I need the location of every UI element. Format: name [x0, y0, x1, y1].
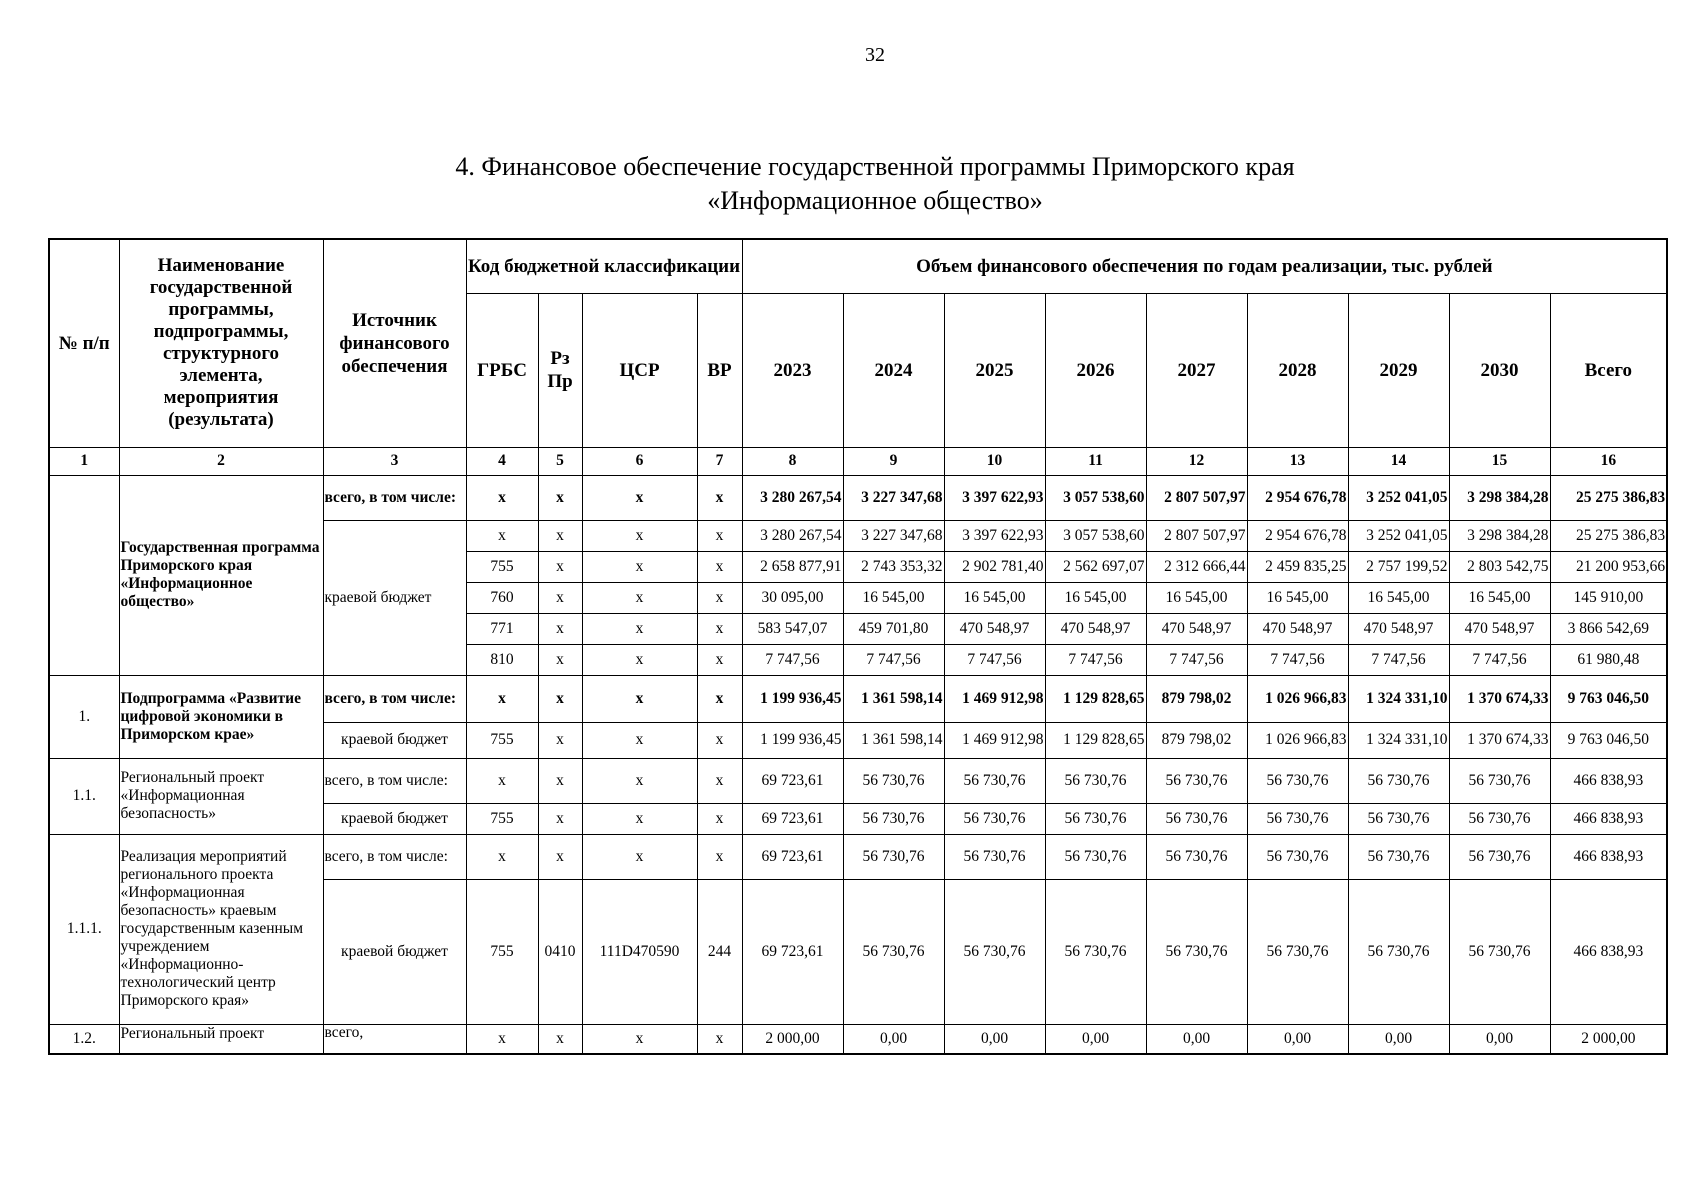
cell-value: 69 723,61	[742, 879, 843, 1024]
cell-value: 2 743 353,32	[843, 551, 944, 582]
cell-value: 470 548,97	[1247, 613, 1348, 644]
row-number: 1.1.	[49, 758, 119, 834]
row-source: краевой бюджет	[323, 803, 466, 834]
cell-value: 2 803 542,75	[1449, 551, 1550, 582]
cell-grbs: х	[466, 675, 538, 722]
cell-csr: х	[582, 644, 697, 675]
cell-value: 56 730,76	[1045, 834, 1146, 879]
cell-value: 1 469 912,98	[944, 722, 1045, 758]
row-source: всего,	[323, 1024, 466, 1054]
cell-value: 1 361 598,14	[843, 722, 944, 758]
cell-value: 1 129 828,65	[1045, 722, 1146, 758]
header-grbs: ГРБС	[466, 293, 538, 447]
cell-value: 2 807 507,97	[1146, 520, 1247, 551]
cell-total: 9 763 046,50	[1550, 675, 1667, 722]
header-year: 2028	[1247, 293, 1348, 447]
cell-rzpr: х	[538, 582, 582, 613]
cell-total: 25 275 386,83	[1550, 475, 1667, 520]
cell-value: 56 730,76	[1247, 879, 1348, 1024]
cell-value: 3 227 347,68	[843, 475, 944, 520]
cell-value: 7 747,56	[1247, 644, 1348, 675]
cell-value: 56 730,76	[1348, 803, 1449, 834]
row-source: краевой бюджет	[323, 520, 466, 675]
cell-value: 56 730,76	[1449, 879, 1550, 1024]
cell-value: 2 954 676,78	[1247, 475, 1348, 520]
cell-value: 56 730,76	[1247, 834, 1348, 879]
cell-rzpr: х	[538, 803, 582, 834]
cell-value: 1 370 674,33	[1449, 675, 1550, 722]
cell-value: 7 747,56	[742, 644, 843, 675]
column-number: 4	[466, 447, 538, 475]
header-year: 2027	[1146, 293, 1247, 447]
table-row	[49, 1024, 1667, 1054]
cell-value: 2 562 697,07	[1045, 551, 1146, 582]
cell-grbs: 755	[466, 879, 538, 1024]
row-name: Региональный проект	[119, 1024, 323, 1054]
cell-value: 2 459 835,25	[1247, 551, 1348, 582]
cell-value: 3 280 267,54	[742, 475, 843, 520]
cell-value: 56 730,76	[1045, 758, 1146, 803]
cell-value: 56 730,76	[1146, 758, 1247, 803]
column-number-row	[49, 447, 1667, 475]
cell-value: 2 312 666,44	[1146, 551, 1247, 582]
cell-value: 56 730,76	[1045, 879, 1146, 1024]
row-number: 1.2.	[49, 1024, 119, 1054]
header-name: Наименование государственной программы, подпрограммы, структурного элемента, мероприятия (результата)	[119, 239, 323, 447]
cell-value: 0,00	[944, 1024, 1045, 1054]
column-number: 1	[49, 447, 119, 475]
table-row	[49, 475, 1667, 520]
cell-value: 56 730,76	[843, 803, 944, 834]
cell-csr: х	[582, 520, 697, 551]
row-source: всего, в том числе:	[323, 475, 466, 520]
financing-table	[48, 238, 1668, 1055]
row-number: 1.	[49, 675, 119, 758]
cell-total: 466 838,93	[1550, 834, 1667, 879]
cell-value: 56 730,76	[843, 879, 944, 1024]
cell-value: 56 730,76	[944, 879, 1045, 1024]
cell-csr: х	[582, 803, 697, 834]
cell-vr: х	[697, 1024, 742, 1054]
cell-vr: х	[697, 675, 742, 722]
row-number	[49, 475, 119, 675]
cell-grbs: 810	[466, 644, 538, 675]
cell-rzpr: х	[538, 834, 582, 879]
header-rzpr: Рз Пр	[538, 293, 582, 447]
row-source: всего, в том числе:	[323, 675, 466, 722]
cell-vr: х	[697, 551, 742, 582]
header-budget-code: Код бюджетной классификации	[466, 239, 742, 293]
cell-value: 2 902 781,40	[944, 551, 1045, 582]
cell-value: 879 798,02	[1146, 722, 1247, 758]
cell-value: 1 026 966,83	[1247, 722, 1348, 758]
column-number: 16	[1550, 447, 1667, 475]
cell-vr: 244	[697, 879, 742, 1024]
column-number: 10	[944, 447, 1045, 475]
cell-value: 3 280 267,54	[742, 520, 843, 551]
cell-value: 470 548,97	[1449, 613, 1550, 644]
cell-value: 30 095,00	[742, 582, 843, 613]
row-number: 1.1.1.	[49, 834, 119, 1024]
cell-grbs: х	[466, 834, 538, 879]
cell-csr: х	[582, 582, 697, 613]
cell-value: 56 730,76	[1348, 834, 1449, 879]
cell-value: 879 798,02	[1146, 675, 1247, 722]
row-name: Государственная программа Приморского края «Информационное общество»	[119, 475, 323, 675]
cell-value: 56 730,76	[1449, 834, 1550, 879]
table-row	[49, 834, 1667, 879]
cell-total: 2 000,00	[1550, 1024, 1667, 1054]
cell-value: 56 730,76	[1348, 879, 1449, 1024]
cell-value: 470 548,97	[1146, 613, 1247, 644]
cell-rzpr: х	[538, 675, 582, 722]
cell-value: 470 548,97	[944, 613, 1045, 644]
cell-vr: х	[697, 803, 742, 834]
cell-vr: х	[697, 722, 742, 758]
cell-total: 145 910,00	[1550, 582, 1667, 613]
cell-csr: х	[582, 551, 697, 582]
cell-value: 56 730,76	[944, 758, 1045, 803]
cell-rzpr: х	[538, 758, 582, 803]
cell-value: 16 545,00	[1449, 582, 1550, 613]
cell-total: 21 200 953,66	[1550, 551, 1667, 582]
header-year: 2024	[843, 293, 944, 447]
cell-value: 56 730,76	[843, 758, 944, 803]
cell-value: 2 757 199,52	[1348, 551, 1449, 582]
cell-vr: х	[697, 475, 742, 520]
header-vr: ВР	[697, 293, 742, 447]
cell-value: 69 723,61	[742, 803, 843, 834]
cell-csr: х	[582, 613, 697, 644]
title-line-1: 4. Финансовое обеспечение государственной программы Приморского края	[455, 152, 1295, 181]
cell-csr: х	[582, 1024, 697, 1054]
cell-grbs: 760	[466, 582, 538, 613]
header-volume: Объем финансового обеспечения по годам реализации, тыс. рублей	[742, 239, 1667, 293]
cell-grbs: 771	[466, 613, 538, 644]
cell-value: 69 723,61	[742, 758, 843, 803]
cell-vr: х	[697, 613, 742, 644]
column-number: 9	[843, 447, 944, 475]
cell-value: 1 324 331,10	[1348, 722, 1449, 758]
cell-csr: х	[582, 675, 697, 722]
cell-grbs: 755	[466, 803, 538, 834]
cell-value: 3 057 538,60	[1045, 475, 1146, 520]
cell-vr: х	[697, 582, 742, 613]
cell-value: 2 807 507,97	[1146, 475, 1247, 520]
header-year: 2029	[1348, 293, 1449, 447]
cell-value: 0,00	[1146, 1024, 1247, 1054]
column-number: 7	[697, 447, 742, 475]
cell-grbs: х	[466, 758, 538, 803]
column-number: 3	[323, 447, 466, 475]
cell-value: 459 701,80	[843, 613, 944, 644]
column-number: 5	[538, 447, 582, 475]
cell-value: 7 747,56	[944, 644, 1045, 675]
cell-value: 56 730,76	[1348, 758, 1449, 803]
cell-value: 16 545,00	[1348, 582, 1449, 613]
cell-value: 1 469 912,98	[944, 675, 1045, 722]
header-year: 2023	[742, 293, 843, 447]
cell-vr: х	[697, 644, 742, 675]
column-number: 12	[1146, 447, 1247, 475]
cell-total: 466 838,93	[1550, 879, 1667, 1024]
cell-value: 7 747,56	[1146, 644, 1247, 675]
cell-total: 61 980,48	[1550, 644, 1667, 675]
cell-grbs: х	[466, 475, 538, 520]
cell-value: 56 730,76	[1146, 803, 1247, 834]
cell-value: 0,00	[1449, 1024, 1550, 1054]
cell-value: 1 370 674,33	[1449, 722, 1550, 758]
cell-value: 1 026 966,83	[1247, 675, 1348, 722]
row-source: краевой бюджет	[323, 879, 466, 1024]
cell-total: 3 866 542,69	[1550, 613, 1667, 644]
cell-grbs: 755	[466, 722, 538, 758]
cell-grbs: 755	[466, 551, 538, 582]
cell-total: 9 763 046,50	[1550, 722, 1667, 758]
cell-value: 16 545,00	[944, 582, 1045, 613]
cell-value: 3 298 384,28	[1449, 475, 1550, 520]
cell-value: 56 730,76	[1146, 834, 1247, 879]
cell-value: 3 397 622,93	[944, 520, 1045, 551]
header-year: 2030	[1449, 293, 1550, 447]
cell-vr: х	[697, 758, 742, 803]
cell-csr: х	[582, 834, 697, 879]
cell-value: 3 057 538,60	[1045, 520, 1146, 551]
cell-value: 0,00	[1247, 1024, 1348, 1054]
cell-value: 0,00	[843, 1024, 944, 1054]
table-row	[49, 758, 1667, 803]
header-source: Источник финансового обеспечения	[323, 239, 466, 447]
cell-value: 1 129 828,65	[1045, 675, 1146, 722]
header-year: 2025	[944, 293, 1045, 447]
cell-total: 466 838,93	[1550, 758, 1667, 803]
cell-value: 7 747,56	[1449, 644, 1550, 675]
header-csr: ЦСР	[582, 293, 697, 447]
cell-value: 3 298 384,28	[1449, 520, 1550, 551]
cell-rzpr: х	[538, 722, 582, 758]
cell-value: 1 361 598,14	[843, 675, 944, 722]
cell-value: 7 747,56	[1045, 644, 1146, 675]
cell-value: 1 324 331,10	[1348, 675, 1449, 722]
cell-csr: 111D470590	[582, 879, 697, 1024]
document-title	[0, 150, 1698, 218]
cell-vr: х	[697, 520, 742, 551]
cell-value: 470 548,97	[1348, 613, 1449, 644]
cell-value: 2 954 676,78	[1247, 520, 1348, 551]
cell-grbs: х	[466, 520, 538, 551]
cell-value: 56 730,76	[1247, 803, 1348, 834]
cell-value: 56 730,76	[1449, 803, 1550, 834]
cell-value: 3 227 347,68	[843, 520, 944, 551]
column-number: 8	[742, 447, 843, 475]
cell-value: 56 730,76	[1449, 758, 1550, 803]
cell-value: 56 730,76	[1247, 758, 1348, 803]
column-number: 15	[1449, 447, 1550, 475]
cell-value: 16 545,00	[1146, 582, 1247, 613]
cell-value: 3 252 041,05	[1348, 520, 1449, 551]
row-name: Реализация мероприятий регионального проекта «Информационная безопасность» краевым государственным казенным учреждением «Информационно-технологический центр Приморского края»	[119, 834, 323, 1024]
cell-rzpr: х	[538, 475, 582, 520]
column-number: 14	[1348, 447, 1449, 475]
cell-value: 16 545,00	[1045, 582, 1146, 613]
row-source: всего, в том числе:	[323, 758, 466, 803]
cell-value: 3 252 041,05	[1348, 475, 1449, 520]
title-line-2: «Информационное общество»	[707, 186, 1043, 215]
cell-total: 466 838,93	[1550, 803, 1667, 834]
cell-value: 16 545,00	[1247, 582, 1348, 613]
row-source: всего, в том числе:	[323, 834, 466, 879]
cell-rzpr: х	[538, 520, 582, 551]
cell-value: 470 548,97	[1045, 613, 1146, 644]
row-name: Подпрограмма «Развитие цифровой экономики в Приморском крае»	[119, 675, 323, 758]
cell-value: 2 658 877,91	[742, 551, 843, 582]
header-num: № п/п	[49, 239, 119, 447]
cell-rzpr: 0410	[538, 879, 582, 1024]
cell-csr: х	[582, 758, 697, 803]
cell-value: 56 730,76	[1146, 879, 1247, 1024]
page-number: 32	[865, 44, 885, 66]
table-row	[49, 675, 1667, 722]
cell-rzpr: х	[538, 644, 582, 675]
cell-value: 56 730,76	[944, 803, 1045, 834]
cell-csr: х	[582, 475, 697, 520]
row-name: Региональный проект «Информационная безопасность»	[119, 758, 323, 834]
cell-value: 56 730,76	[1045, 803, 1146, 834]
cell-csr: х	[582, 722, 697, 758]
row-source: краевой бюджет	[323, 722, 466, 758]
cell-value: 56 730,76	[843, 834, 944, 879]
column-number: 11	[1045, 447, 1146, 475]
column-number: 6	[582, 447, 697, 475]
cell-value: 2 000,00	[742, 1024, 843, 1054]
column-number: 2	[119, 447, 323, 475]
cell-value: 1 199 936,45	[742, 675, 843, 722]
cell-rzpr: х	[538, 613, 582, 644]
cell-grbs: х	[466, 1024, 538, 1054]
cell-value: 7 747,56	[1348, 644, 1449, 675]
cell-value: 0,00	[1348, 1024, 1449, 1054]
cell-value: 0,00	[1045, 1024, 1146, 1054]
cell-value: 7 747,56	[843, 644, 944, 675]
cell-value: 3 397 622,93	[944, 475, 1045, 520]
cell-value: 1 199 936,45	[742, 722, 843, 758]
header-total: Всего	[1550, 293, 1667, 447]
cell-rzpr: х	[538, 1024, 582, 1054]
cell-vr: х	[697, 834, 742, 879]
cell-value: 69 723,61	[742, 834, 843, 879]
column-number: 13	[1247, 447, 1348, 475]
header-year: 2026	[1045, 293, 1146, 447]
cell-value: 583 547,07	[742, 613, 843, 644]
cell-value: 16 545,00	[843, 582, 944, 613]
cell-value: 56 730,76	[944, 834, 1045, 879]
cell-total: 25 275 386,83	[1550, 520, 1667, 551]
cell-rzpr: х	[538, 551, 582, 582]
